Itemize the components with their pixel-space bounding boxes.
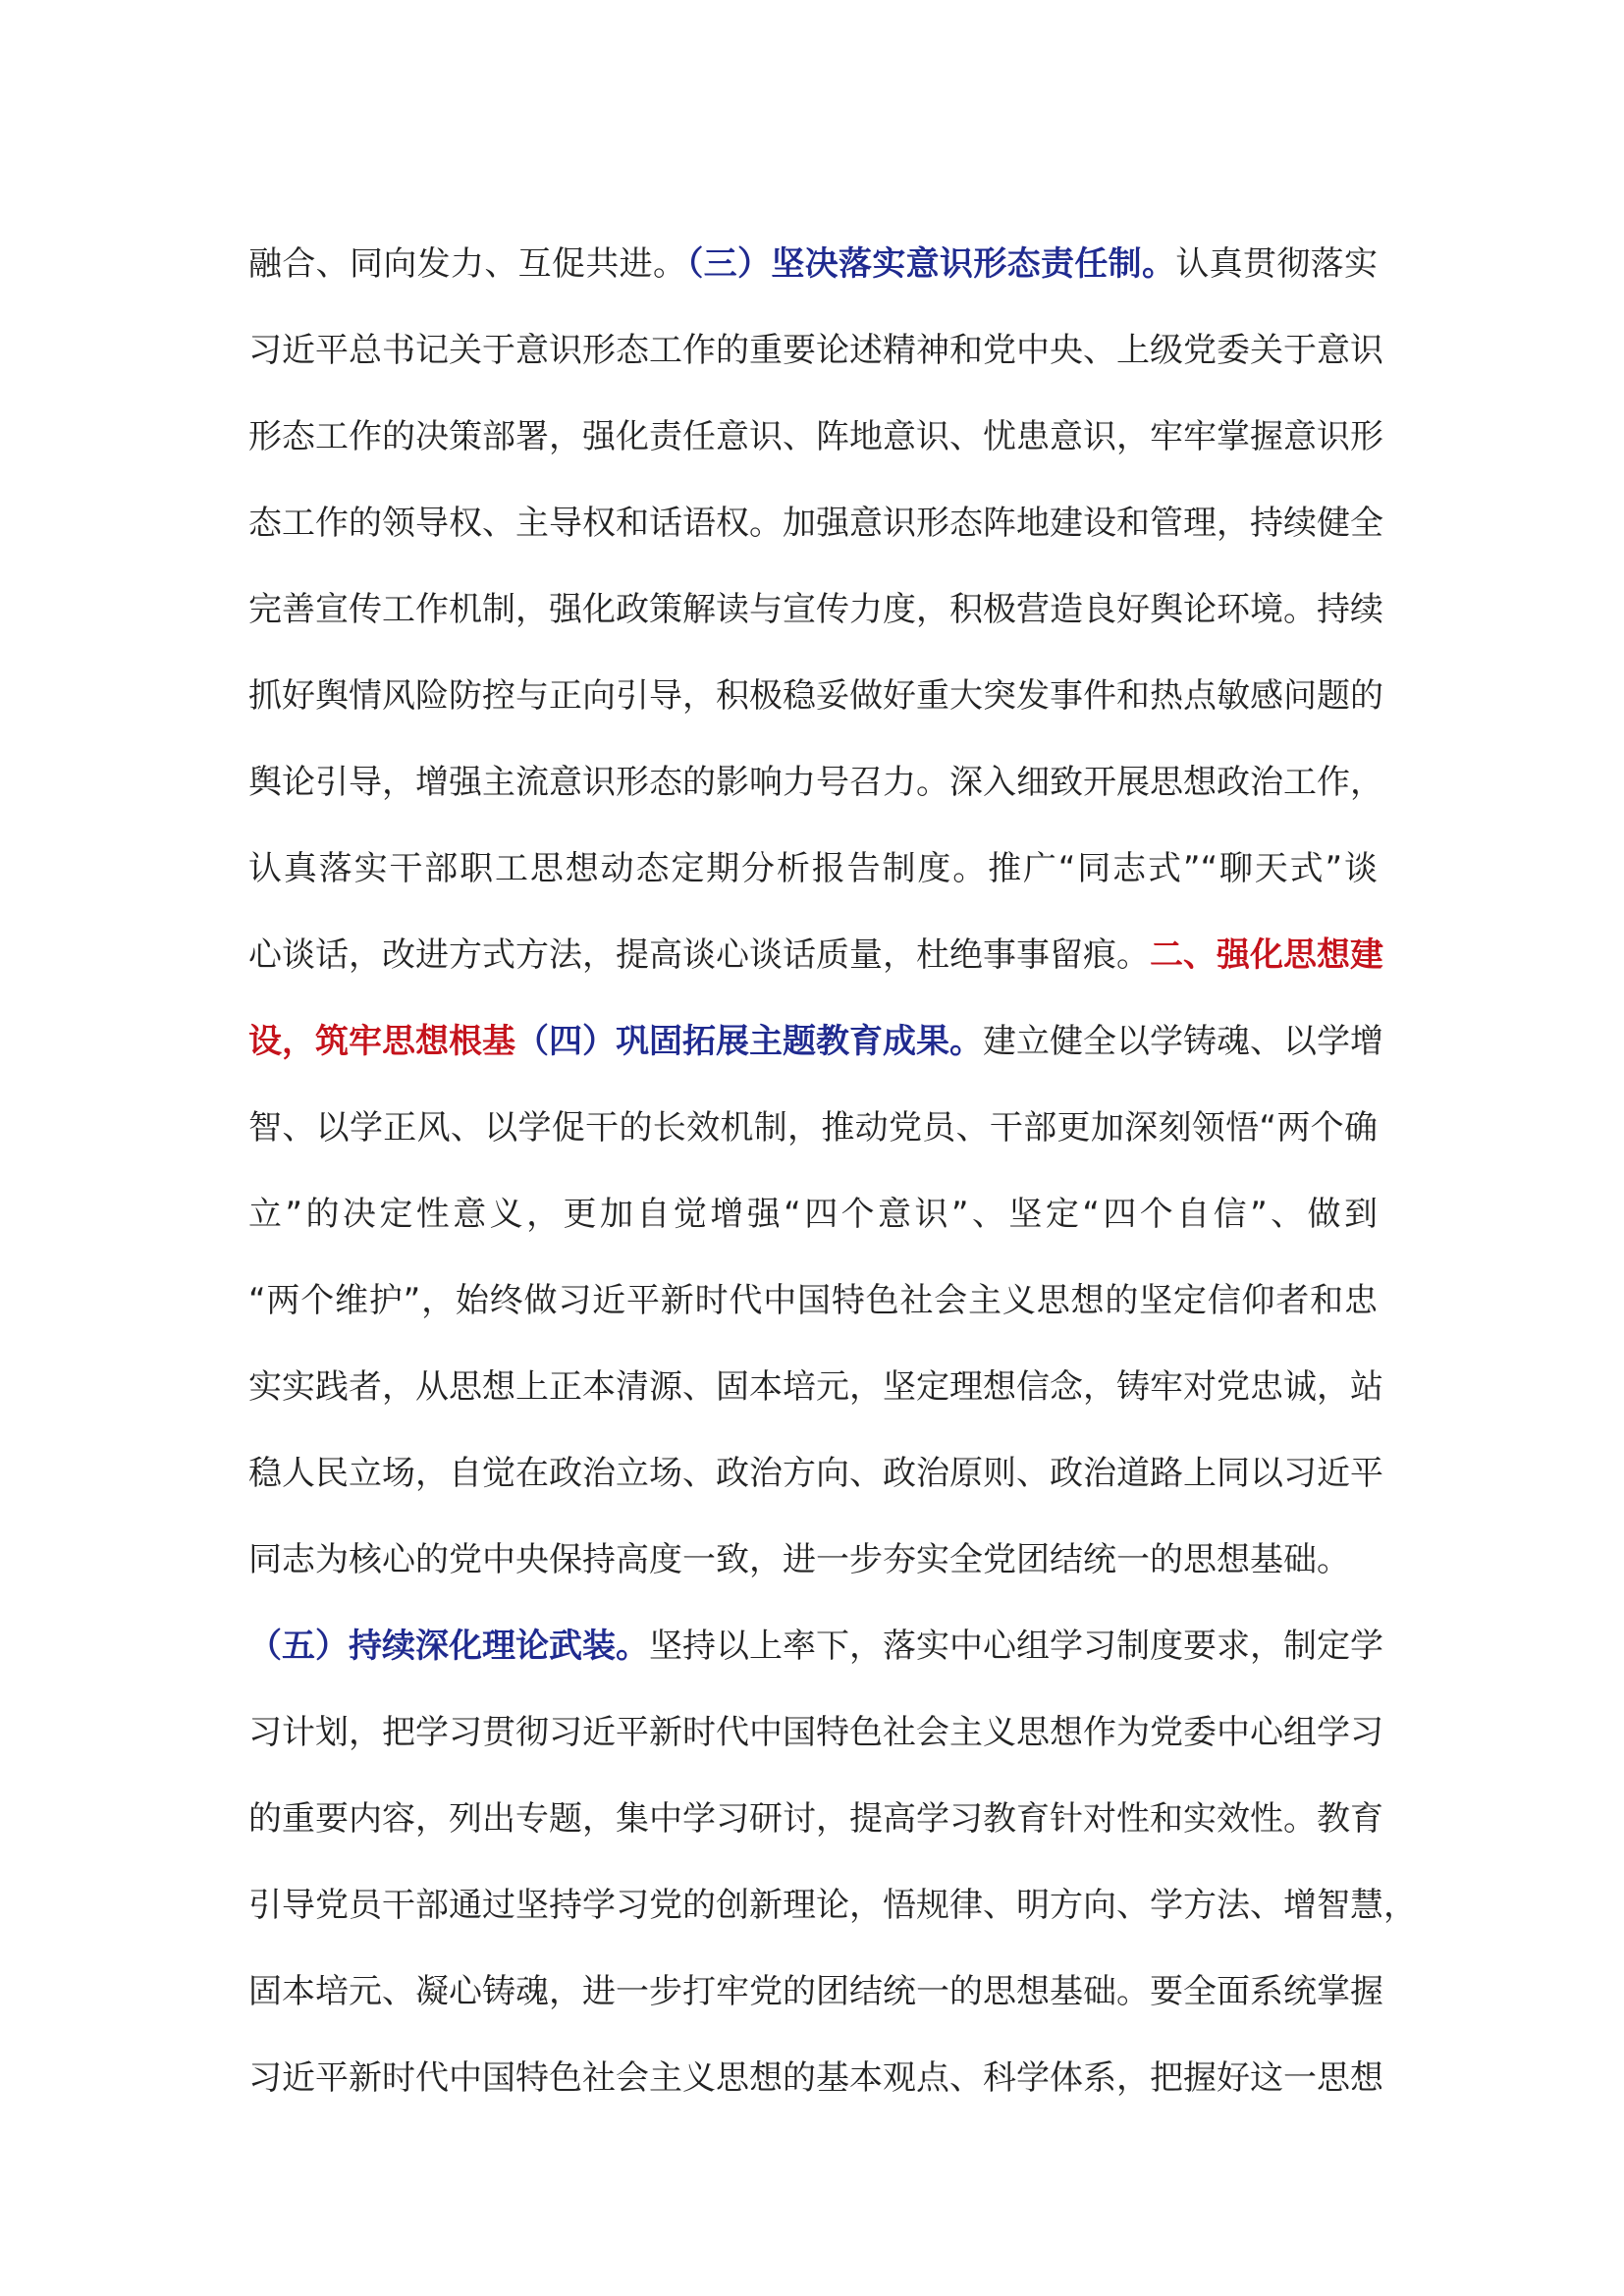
body-text-segment: 的重要内容，列出专题，集中学习研讨，提高学习教育针对性和实效性。教育 <box>248 1799 1383 1839</box>
text-line <box>248 1603 1383 1689</box>
body-text-segment: 立”的决定性意义，更加自觉增强“四个意识”、坚定“四个自信”、做到 <box>248 1195 1378 1234</box>
document-body <box>248 221 1417 2121</box>
body-text-segment: 稳人民立场，自觉在政治立场、政治方向、政治原则、政治道路上同以习近平 <box>248 1454 1383 1493</box>
body-text-segment: 实实践者，从思想上正本清源、固本培元，坚定理想信念，铸牢对党忠诚，站 <box>248 1367 1383 1407</box>
text-line <box>248 1776 1383 1862</box>
text-line <box>248 1344 1383 1430</box>
body-text-segment: 心谈话，改进方式方法，提高谈心谈话质量，杜绝事事留痕。 <box>248 935 1150 975</box>
text-line <box>248 221 1378 307</box>
body-text-segment: 建立健全以学铸魂、以学增 <box>983 1022 1383 1061</box>
section-heading: （四）巩固拓展主题教育成果。 <box>515 1022 983 1061</box>
text-line <box>248 912 1383 998</box>
text-line <box>248 1430 1383 1517</box>
text-line <box>248 1171 1378 1257</box>
chapter-heading: 设，筑牢思想根基 <box>248 1022 515 1061</box>
body-text-segment: 融合、同向发力、互促共进。 <box>248 244 687 284</box>
text-line <box>248 480 1383 566</box>
body-text-segment: 智、以学正风、以学促干的长效机制，推动党员、干部更加深刻领悟“两个确 <box>248 1108 1378 1148</box>
body-text-segment: 同志为核心的党中央保持高度一致，进一步夯实全党团结统一的思想基础。 <box>248 1540 1350 1579</box>
chapter-heading: 二、强化思想建 <box>1150 935 1383 975</box>
text-line <box>248 826 1378 912</box>
text-line <box>248 1949 1383 2035</box>
text-line <box>248 1085 1378 1171</box>
text-line <box>248 1689 1383 1776</box>
body-text-segment: “两个维护”，始终做习近平新时代中国特色社会主义思想的坚定信仰者和忠 <box>248 1281 1378 1320</box>
body-text-segment: 舆论引导，增强主流意识形态的影响力号召力。深入细致开展思想政治工作， <box>248 763 1383 802</box>
text-line <box>248 1517 1378 1603</box>
body-text-segment: 态工作的领导权、主导权和话语权。加强意识形态阵地建设和管理，持续健全 <box>248 504 1383 543</box>
text-line <box>248 998 1383 1085</box>
body-text-segment: 习近平总书记关于意识形态工作的重要论述精神和党中央、上级党委关于意识 <box>248 331 1383 370</box>
text-line <box>248 1257 1378 1344</box>
body-text-segment: 引导党员干部通过坚持学习党的创新理论，悟规律、明方向、学方法、增智慧， <box>248 1886 1417 1925</box>
body-text-segment: 认真落实干部职工思想动态定期分析报告制度。推广“同志式”“聊天式”谈 <box>248 849 1378 888</box>
body-text-segment: 抓好舆情风险防控与正向引导，积极稳妥做好重大突发事件和热点敏感问题的 <box>248 676 1383 716</box>
text-line <box>248 1862 1417 1949</box>
body-text-segment: 习计划，把学习贯彻习近平新时代中国特色社会主义思想作为党委中心组学习 <box>248 1713 1383 1752</box>
text-line <box>248 566 1383 653</box>
section-heading: （五）持续深化理论武装。 <box>248 1627 649 1666</box>
text-line <box>248 307 1383 394</box>
body-text-segment: 坚持以上率下，落实中心组学习制度要求，制定学 <box>649 1627 1383 1666</box>
text-line <box>248 2035 1383 2121</box>
body-text-segment: 完善宣传工作机制，强化政策解读与宣传力度，积极营造良好舆论环境。持续 <box>248 590 1383 629</box>
text-line <box>248 394 1383 480</box>
body-text-segment: 形态工作的决策部署，强化责任意识、阵地意识、忧患意识，牢牢掌握意识形 <box>248 417 1383 456</box>
body-text-segment: 固本培元、凝心铸魂，进一步打牢党的团结统一的思想基础。要全面系统掌握 <box>248 1972 1383 2011</box>
body-text-segment: 认真贯彻落实 <box>1175 244 1379 284</box>
section-heading: （三）坚决落实意识形态责任制。 <box>686 244 1176 284</box>
text-line <box>248 653 1383 739</box>
text-line <box>248 739 1383 826</box>
body-text-segment: 习近平新时代中国特色社会主义思想的基本观点、科学体系，把握好这一思想 <box>248 2058 1383 2098</box>
